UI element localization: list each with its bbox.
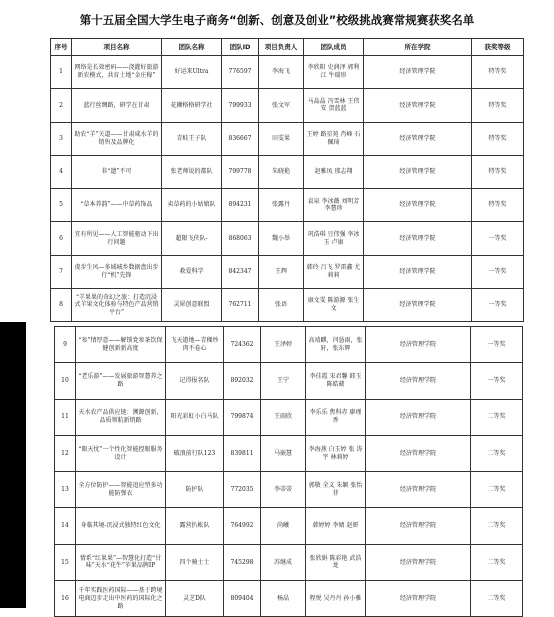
project-name: 助农“羊”关道——甘肃咸水羊的销售及品牌化 [72, 122, 162, 155]
team-members: 李欣阳 史润泽 郭利江 牛瑞形 [304, 56, 364, 89]
row-number: 11 [55, 399, 76, 435]
table-row [55, 472, 523, 508]
college: 经济管理学院 [366, 544, 471, 580]
college: 经济管理学院 [366, 472, 471, 508]
table-row [55, 363, 523, 399]
team-id: 894231 [222, 189, 259, 222]
project-name: 蓝行丝绸路，研学在甘肃 [72, 89, 162, 122]
award-level: 一等奖 [472, 222, 524, 255]
row-number: 9 [55, 327, 76, 363]
team-name: 卖草药的小姑娘队 [162, 189, 222, 222]
project-name: 全方位防护——智能追应型多功能防弹衣 [76, 472, 166, 508]
row-number: 12 [55, 435, 76, 471]
project-leader: 王泽婷 [261, 327, 306, 363]
award-level: 一等奖 [471, 363, 523, 399]
team-members: 袁泉 李冰薇 刘明芳 李慧珍 [304, 189, 364, 222]
row-number: 1 [51, 56, 72, 89]
team-name: 好运来Ultra [162, 56, 222, 89]
scan-edge-shadow [0, 322, 26, 608]
team-name: 露营扒帐队 [166, 508, 224, 544]
table-header-row [51, 39, 524, 56]
project-leader: 王雨欣 [261, 399, 306, 435]
college: 经济管理学院 [364, 122, 472, 155]
team-members: 韩婷婷 李婧 赵妍 [306, 508, 366, 544]
team-name: 飞天遨地—青稞炒肉不卷心 [166, 327, 224, 363]
college: 经济管理学院 [364, 155, 472, 188]
table-row [51, 255, 524, 288]
row-number: 14 [55, 508, 76, 544]
table-row [55, 435, 523, 471]
team-id: 724362 [224, 327, 261, 363]
team-id: 836667 [222, 122, 259, 155]
row-number: 13 [55, 472, 76, 508]
project-leader: 张露丹 [259, 189, 304, 222]
row-number: 5 [51, 189, 72, 222]
project-leader: 马嵌慧 [261, 435, 306, 471]
table-row [51, 122, 524, 155]
project-name: “羊果果的奇幻之旅：打造沉浸式羊果文化体验与特色产品营销平台” [72, 289, 162, 322]
project-leader: 王辉 [259, 255, 304, 288]
project-leader: 田雯果 [259, 122, 304, 155]
project-name: 千年实践医药国际——基于跨境电商迈步走出中医药的国际化之路 [76, 581, 166, 617]
award-level: 特等奖 [472, 189, 524, 222]
college: 经济管理学院 [364, 289, 472, 322]
team-members: 李乐乐 焦科赤 廖瑾香 [306, 399, 366, 435]
row-number: 10 [55, 363, 76, 399]
team-members: 马晶晶 冯雪林 王伟安 贺蓝蓝 [304, 89, 364, 122]
header-leader: 项目负责人 [259, 39, 304, 56]
row-number: 15 [55, 544, 76, 580]
team-name: 记得报名队 [166, 363, 224, 399]
college: 经济管理学院 [366, 508, 471, 544]
table-row [51, 189, 524, 222]
row-number: 6 [51, 222, 72, 255]
table-row [55, 327, 523, 363]
row-number: 7 [51, 255, 72, 288]
award-level: 一等奖 [471, 327, 523, 363]
header-project: 项目名称 [72, 39, 162, 56]
row-number: 8 [51, 289, 72, 322]
project-name: “参”情厚意——解锁党参茶饮保健创新新高度 [76, 327, 166, 363]
project-name: 情系“红果果”—智慧化打造“甘味”天水“花牛”苹果品牌IP [76, 544, 166, 580]
table-row [51, 289, 524, 322]
table-row [55, 581, 523, 617]
document-title: 第十五届全国大学生电子商务“创新、创意及创业”校级挑战赛常规赛获奖名单 [79, 13, 475, 27]
project-name: 非“遗”不可 [72, 155, 162, 188]
project-leader: 朱晓艳 [259, 155, 304, 188]
header-members: 团队成员 [304, 39, 364, 56]
project-leader: 李海飞 [259, 56, 304, 89]
project-name: 天水农产品供应链：溯源创新，品质领航新销路 [76, 399, 166, 435]
project-leader: 杨晶 [261, 581, 306, 617]
team-members: 程悦 吴丹丹 孙小雅 [306, 581, 366, 617]
team-name: 防护队 [166, 472, 224, 508]
row-number: 3 [51, 122, 72, 155]
team-id: 776597 [222, 56, 259, 89]
award-level: 一等奖 [472, 289, 524, 322]
project-name: 虔步生风—多域城乡数据盘出步行“机”先锋 [72, 255, 162, 288]
college: 经济管理学院 [364, 89, 472, 122]
table-row [51, 155, 524, 188]
project-leader: 张文军 [259, 89, 304, 122]
team-members: 王婷 路星苑 肖峰 石佩琦 [304, 122, 364, 155]
team-id: 839811 [224, 435, 261, 471]
team-members: 赵雅凤 邢志翔 [304, 155, 364, 188]
team-name: 破浪前行队123 [166, 435, 224, 471]
team-name: 张老师说的都队 [162, 155, 222, 188]
college: 经济管理学院 [366, 399, 471, 435]
awards-table-bottom [54, 326, 523, 617]
college: 经济管理学院 [366, 327, 471, 363]
project-leader: 尚曦 [261, 508, 306, 544]
table-row [51, 222, 524, 255]
project-name: “眼天忧”一个性化智能控眼服务设计 [76, 435, 166, 471]
team-members: 巩浩琪 豆伟强 李冰玉 卢康 [304, 222, 364, 255]
project-leader: 魏小举 [259, 222, 304, 255]
project-name: “草本养韵”——中草药饰品 [72, 189, 162, 222]
award-level: 特等奖 [472, 56, 524, 89]
team-name: 花狮格格研学社 [162, 89, 222, 122]
team-members: 李佳霞 宋君馨 韩玉 陈皓葳 [306, 363, 366, 399]
header-award: 获奖等级 [472, 39, 524, 56]
team-name: 救爱科学 [162, 255, 222, 288]
team-name: 灵芝D队 [166, 581, 224, 617]
awards-table-top [50, 38, 524, 322]
project-leader: 李蒂蒂 [261, 472, 306, 508]
award-level: 一等奖 [472, 255, 524, 288]
project-leader: 王宁 [261, 363, 306, 399]
team-id: 868063 [222, 222, 259, 255]
team-members: 张欣娟 陈彩艳 武浩龙 [306, 544, 366, 580]
award-level: 二等奖 [471, 399, 523, 435]
team-members: 康文雯 陈游源 张生文 [304, 289, 364, 322]
award-level: 二等奖 [471, 508, 523, 544]
project-leader: 苏继成 [261, 544, 306, 580]
team-id: 764992 [224, 508, 261, 544]
team-name: 超限飞侠队- [162, 222, 222, 255]
project-name: 宜有所见——人工智能驱动下出行问题 [72, 222, 162, 255]
table-row [55, 544, 523, 580]
team-members: 高靖麒，闫恳雨，张轩，张东辉 [306, 327, 366, 363]
table-row [55, 508, 523, 544]
college: 经济管理学院 [364, 189, 472, 222]
header-team-id: 团队ID [222, 39, 259, 56]
team-id: 799874 [224, 399, 261, 435]
college: 经济管理学院 [364, 255, 472, 288]
award-level: 二等奖 [471, 544, 523, 580]
project-name: 身临其境-沉浸式独特红色文化 [76, 508, 166, 544]
team-id: 892032 [224, 363, 261, 399]
college: 经济管理学院 [366, 581, 471, 617]
award-level: 二等奖 [471, 472, 523, 508]
team-id: 799933 [222, 89, 259, 122]
college: 经济管理学院 [364, 222, 472, 255]
row-number: 4 [51, 155, 72, 188]
table-row [51, 89, 524, 122]
project-leader: 张语 [259, 289, 304, 322]
team-name: 青蛙王子队 [162, 122, 222, 155]
team-members: 李海燕 白玉婷 张 涛宇 林莉婷 [306, 435, 366, 471]
team-name: 灵犀创意联盟 [162, 289, 222, 322]
award-level: 二等奖 [471, 581, 523, 617]
team-id: 842347 [222, 255, 259, 288]
project-name: “老乐游”——发展旅游智慧养之路 [76, 363, 166, 399]
team-name: 四个骑士士 [166, 544, 224, 580]
row-number: 2 [51, 89, 72, 122]
team-members: 韩玲 吕飞 罗雷鑫 尤莉莉 [304, 255, 364, 288]
header-no: 序号 [51, 39, 72, 56]
college: 经济管理学院 [366, 435, 471, 471]
award-level: 特等奖 [472, 89, 524, 122]
header-college: 所在学院 [364, 39, 472, 56]
header-team: 团队名称 [162, 39, 222, 56]
team-name: 阳光彩虹小白马队 [166, 399, 224, 435]
team-members: 郭敬 全义 朱颖 张怡菲 [306, 472, 366, 508]
award-level: 特等奖 [472, 122, 524, 155]
row-number: 16 [55, 581, 76, 617]
team-id: 772035 [224, 472, 261, 508]
college: 经济管理学院 [364, 56, 472, 89]
award-level: 特等奖 [472, 155, 524, 188]
table-row [55, 399, 523, 435]
project-name: 网络是长效密码——浇灌好旅游新农模式，共育土地“金庄稼” [72, 56, 162, 89]
award-level: 二等奖 [471, 435, 523, 471]
team-id: 762711 [222, 289, 259, 322]
table-row [51, 56, 524, 89]
team-id: 799778 [222, 155, 259, 188]
team-id: 809404 [224, 581, 261, 617]
college: 经济管理学院 [366, 363, 471, 399]
team-id: 745298 [224, 544, 261, 580]
